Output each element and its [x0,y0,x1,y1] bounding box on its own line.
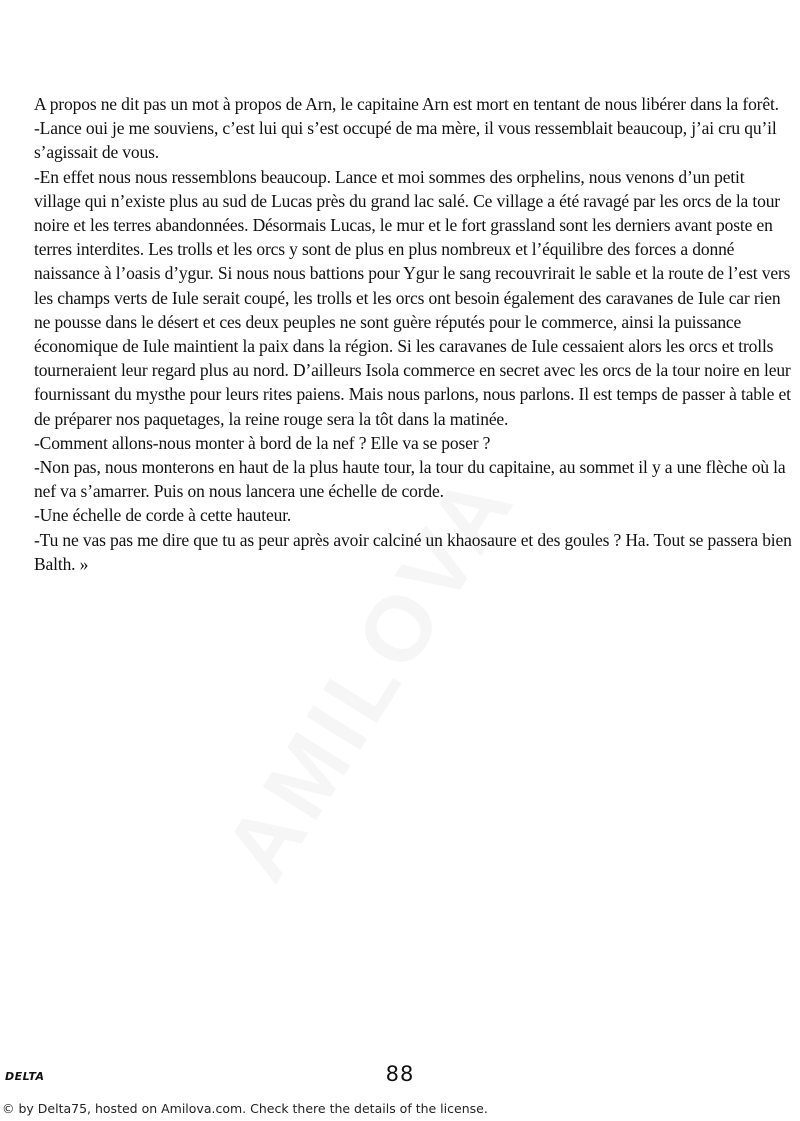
license-notice: © by Delta75, hosted on Amilova.com. Check there the details of the license. [2,1101,488,1116]
paragraph: -Tu ne vas pas me dire que tu as peur après avoir calciné un khaosaure et des goules ? Ha. Tout se passera bien Balth. » [34,529,792,574]
paragraph: -En effet nous nous ressemblons beaucoup. Lance et moi sommes des orphelins, nous venons d’un petit village qui n’existe plus au sud de Lucas près du grand lac salé. Ce village a été ravagé par les orcs de la tour noire et les terres abandonnées. Désormais Lucas, le mur et le fort grassland sont les derniers avant poste en terres interdites. Les trolls et les orcs y sont de plus en plus nombreux et l’équilibre des forces a donné naissance à l’oasis d’ygur. Si nous nous battions pour Ygur le sang recouvrirait le sable et la route de l’est vers les champs verts de Iule serait coupé, les trolls et les orcs ont besoin également des caravanes de Iule car rien ne pousse dans le désert et ces deux peuples ne sont guère réputés pour le commerce, ainsi la puissance économique de Iule maintient la paix dans la région. Si les caravanes de Iule cessaient alors les orcs et trolls tourneraient leur regard plus au nord. D’ailleurs Isola commerce en secret avec les orcs de la tour noire en leur fournissant du mysthe pour leurs rites paiens. Mais nous parlons, nous parlons. Il est temps de passer à table et de préparer nos paquetages, la reine rouge sera la tôt dans la matinée. [34,166,791,429]
paragraph: A propos ne dit pas un mot à propos de Arn, le capitaine Arn est mort en tentant de nous libérer dans la forêt. [34,94,779,114]
paragraph: -Non pas, nous monterons en haut de la plus haute tour, la tour du capitaine, au sommet il y a une flèche où la nef va s’amarrer. Puis on nous lancera une échelle de corde. [34,457,786,502]
page-body [34,92,794,576]
author-signature: DELTA [5,1070,45,1083]
paragraph: -Une échelle de corde à cette hauteur. [34,505,292,526]
paragraph: -Comment allons-nous monter à bord de la nef ? Elle va se poser ? [34,432,491,453]
paragraph: -Lance oui je me souviens, c’est lui qui s’est occupé de ma mère, il vous ressemblait beaucoup, j’ai cru qu’il s’agissait de vous. [34,118,777,163]
page-number: 88 [385,1062,415,1086]
